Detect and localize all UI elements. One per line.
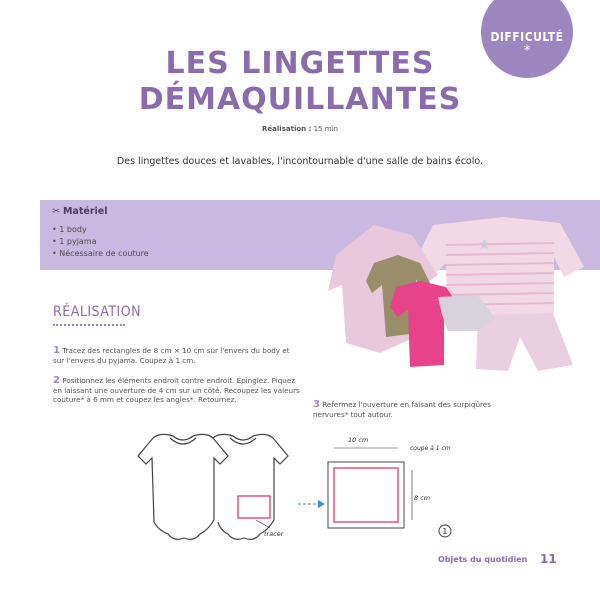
title-line-1: LES LINGETTES [165,46,435,81]
label-height: 8 cm [414,494,431,502]
materials-list [52,224,149,260]
step-number: 2 [53,375,60,386]
body-cut-rectangle [238,496,270,518]
material-item: Nécessaire de couture [59,249,149,258]
label-width: 10 cm [348,436,369,444]
material-item: 1 pyjama [59,237,97,246]
difficulty-label: DIFFICULTÉ [490,30,564,44]
title-line-2: DÉMAQUILLANTES [138,82,462,117]
outer-cut-rectangle [328,462,404,528]
arrow-right-icon [298,500,325,508]
step-1 [53,346,293,365]
label-cut: coupe à 1 cm [410,445,451,452]
page-number: 11 [540,552,557,566]
inner-stitch-rectangle [334,468,398,522]
clothes-photo [328,215,586,373]
duration [0,125,600,133]
realisation-underline [53,324,125,326]
label-tracer: tracer [264,530,284,538]
list-item: • Nécessaire de couture [52,249,149,258]
tracer-pointer [256,520,270,528]
list-item: • 1 body [52,225,87,234]
step-number: 1 [53,345,60,356]
intro-text: Des lingettes douces et lavables, l'incontournable d'une salle de bains écolo. [116,156,484,167]
material-item: 1 body [59,225,87,234]
page-title [0,46,600,118]
list-item: • 1 pyjama [52,237,97,246]
materials-heading-text: Matériel [62,206,108,217]
step-3 [313,400,513,419]
sewing-diagram [128,430,458,560]
duration-value: 15 min [313,125,338,133]
realisation-heading: RÉALISATION [53,304,142,320]
materials-heading [52,206,107,217]
svg-text:★: ★ [478,237,491,253]
step-text: Tracez des rectangles de 8 cm × 10 cm sur l'envers du body et sur l'envers du pyjama. Coupez à 1 cm. [53,346,290,365]
difficulty-star-icon: * [523,43,531,59]
step-2 [53,376,303,405]
scissors-icon: ✂ [52,206,60,217]
duration-label: Réalisation : [262,125,312,133]
step-text: Positionnez les éléments endroit contre endroit. Épinglez. Piquez en laissant une ouverture de 4 cm sur un côté. Recoupez les valeurs couture* à 6 mm et coupez les angles*. Retournez. [53,376,300,405]
footer-section: Objets du quotidien [438,555,528,564]
body-outline-drawing [138,434,288,539]
step-text: Refermez l'ouverture en faisant des surpiqûres nervures* tout autour. [313,400,491,419]
step-number: 3 [313,399,320,410]
diagram-number: 1 [442,527,448,536]
